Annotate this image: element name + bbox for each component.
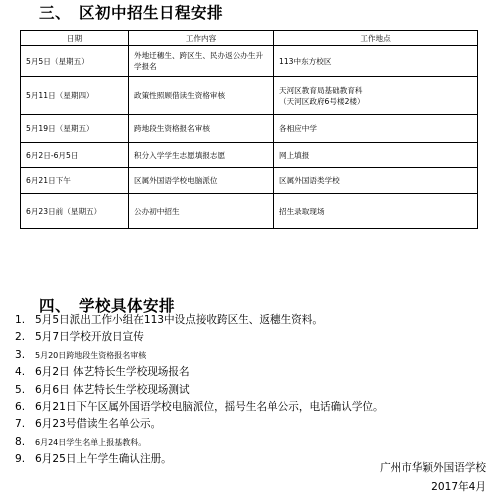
- date-cell: 6月21日下午: [21, 168, 129, 194]
- school-arrangement-list: [9, 312, 384, 469]
- table-row: [21, 143, 478, 168]
- content-cell: 外地迁穗生、跨区生、民办返公办生升 学报名: [129, 46, 274, 77]
- signature-date: 2017年4月: [431, 481, 486, 493]
- date-cell: 5月19日（星期五）: [21, 115, 129, 143]
- list-item: 3. 5月20日跨地段生资格报名审核: [15, 348, 147, 361]
- list-item: 4. 6月2日 体艺特长生学校现场报名: [15, 366, 190, 379]
- list-item: 6. 6月21日下午区属外国语学校电脑派位，摇号生名单公示，电话确认学位。: [15, 400, 384, 413]
- table-row: [21, 115, 478, 143]
- list-item: 9. 6月25日上午学生确认注册。: [15, 453, 172, 466]
- content-cell: 公办初中招生: [129, 194, 274, 229]
- place-cell: 招生录取现场: [274, 194, 478, 229]
- column-header-content: 工作内容: [129, 31, 274, 46]
- column-header-date: 日期: [21, 31, 129, 46]
- section-number: 四、: [39, 297, 72, 315]
- content-cell: 积分入学学生志愿填报志愿: [129, 143, 274, 168]
- place-cell: 各相应中学: [274, 115, 478, 143]
- table-row: [21, 46, 478, 77]
- content-cell: 区属外国语学校电脑派位: [129, 168, 274, 194]
- date-cell: 5月5日（星期五）: [21, 46, 129, 77]
- content-cell: 政策性照顾借读生资格审核: [129, 77, 274, 115]
- list-item: 5. 6月6日 体艺特长生学校现场测试: [15, 383, 190, 396]
- section-heading-schedule: [39, 1, 223, 23]
- section-title: 区初中招生日程安排: [79, 4, 224, 22]
- place-cell: 天河区教育局基础教育科 （天河区政府6号楼2楼）: [274, 77, 478, 115]
- date-cell: 5月11日（星期四）: [21, 77, 129, 115]
- section-title: 学校具体安排: [79, 297, 176, 315]
- table-header-row: [21, 31, 478, 46]
- school-signature: 广州市华颖外国语学校: [380, 462, 486, 474]
- enrollment-schedule-table: [20, 30, 478, 229]
- content-cell: 跨地段生资格报名审核: [129, 115, 274, 143]
- place-cell: 区属外国语类学校: [274, 168, 478, 194]
- table-row: [21, 168, 478, 194]
- section-number: 三、: [39, 4, 72, 22]
- date-cell: 6月23日前（星期五）: [21, 194, 129, 229]
- column-header-place: 工作地点: [274, 31, 478, 46]
- table-row: [21, 77, 478, 115]
- list-item: 8. 6月24日学生名单上报基教科。: [15, 435, 147, 448]
- place-cell: 113中东方校区: [274, 46, 478, 77]
- list-item: 2. 5月7日学校开放日宣传: [15, 331, 144, 344]
- table-row: [21, 194, 478, 229]
- list-item: 1. 5月5日派出工作小组在113中设点接收跨区生、返穗生资料。: [15, 314, 323, 326]
- list-item: 7. 6月23号借读生名单公示。: [15, 418, 162, 431]
- date-cell: 6月2日-6月5日: [21, 143, 129, 168]
- place-cell: 网上填报: [274, 143, 478, 168]
